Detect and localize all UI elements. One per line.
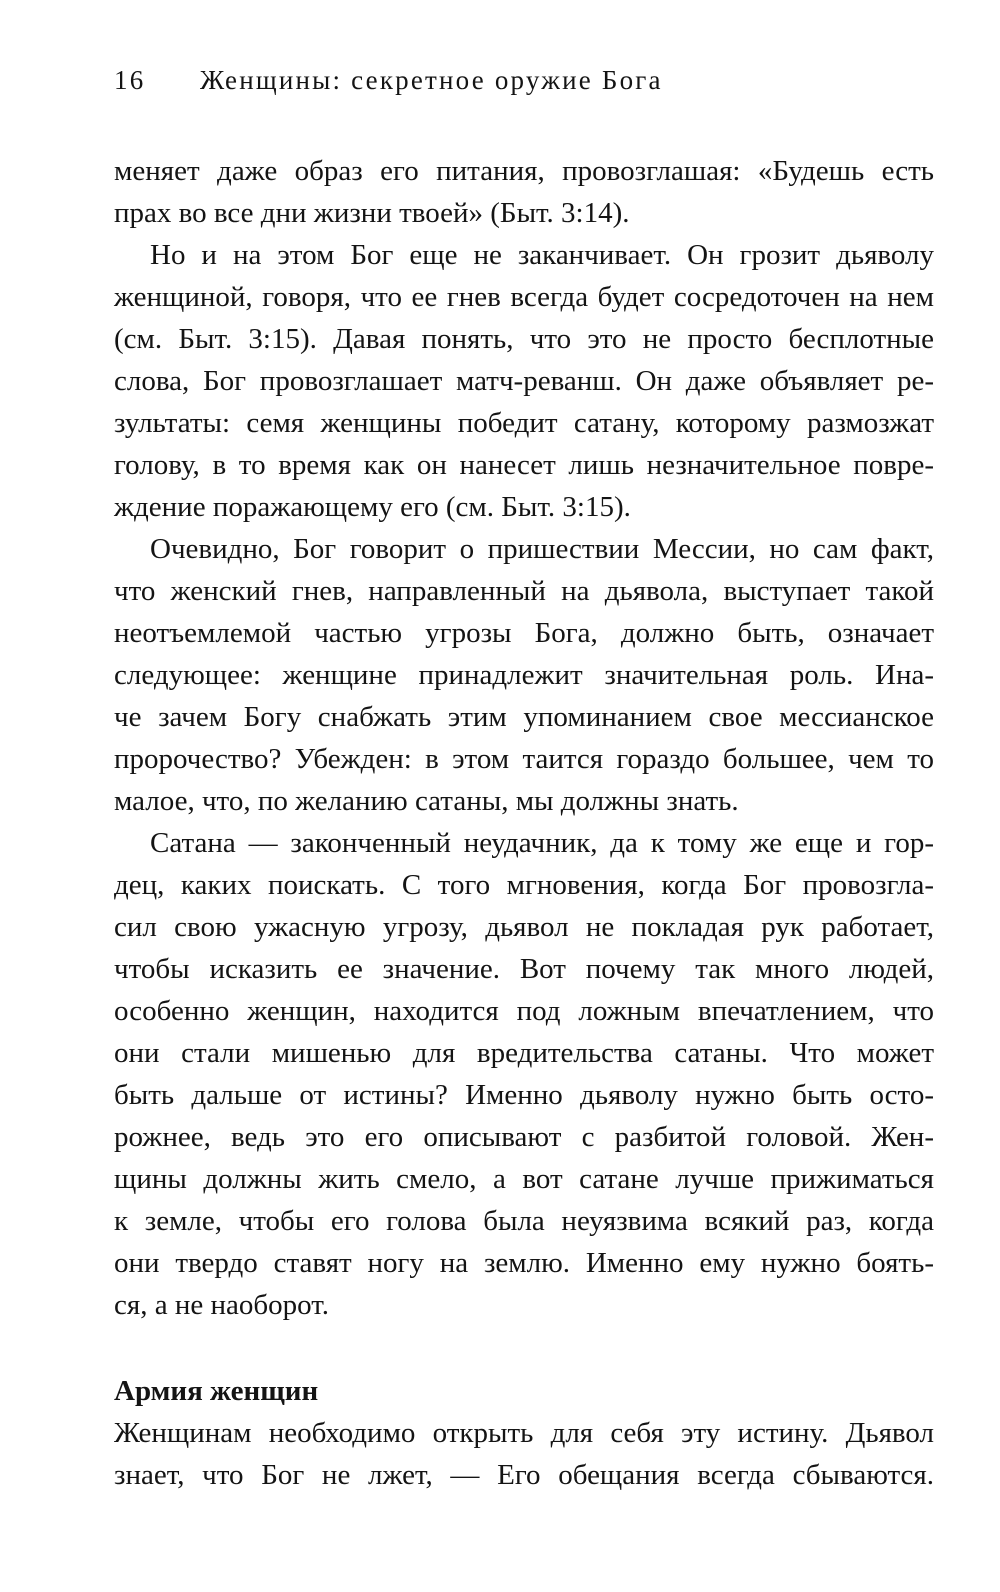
text-line: к земле, чтобы его голова была неуязвима всякий раз, когда xyxy=(114,1205,934,1237)
text-line: (см. Быт. 3:15). Давая понять, что это не просто бесплотные xyxy=(114,323,934,355)
paragraph-1 xyxy=(114,150,934,234)
paragraph-4 xyxy=(114,822,934,1326)
text-line: сил свою ужасную угрозу, дьявол не покладая рук работает, xyxy=(114,911,934,943)
text-line: рожнее, ведь это его описывают с разбитой головой. Жен- xyxy=(114,1121,934,1153)
text-line: чтобы исказить ее значение. Вот почему так много людей, xyxy=(114,953,934,985)
text-line: че зачем Богу снабжать этим упоминанием свое мессианское xyxy=(114,701,934,733)
text-line: Сатана — законченный неудачник, да к тому же еще и гор- xyxy=(150,827,934,859)
paragraph-3 xyxy=(114,528,934,822)
text-line: Очевидно, Бог говорит о пришествии Мессии, но сам факт, xyxy=(150,533,934,565)
section-army-of-women xyxy=(114,1370,934,1496)
text-line: следующее: женщине принадлежит значительная роль. Ина- xyxy=(114,659,934,691)
text-line: что женский гнев, направленный на дьявола, выступает такой xyxy=(114,575,934,607)
text-line: меняет даже образ его питания, провозглашая: «Будешь есть xyxy=(114,155,934,187)
section-spacer xyxy=(114,1326,934,1370)
text-line: ся, а не наоборот. xyxy=(114,1289,329,1321)
section-heading: Армия женщин xyxy=(114,1375,319,1407)
text-block xyxy=(114,150,934,1496)
text-line: пророчество? Убежден: в этом таится гораздо большее, чем то xyxy=(114,743,934,775)
text-line: Женщинам необходимо открыть для себя эту истину. Дьявол xyxy=(114,1417,934,1449)
text-line: щины должны жить смело, а вот сатане лучше прижиматься xyxy=(114,1163,934,1195)
text-line: неотъемлемой частью угрозы Бога, должно быть, означает xyxy=(114,617,934,649)
text-line: они стали мишенью для вредительства сатаны. Что может xyxy=(114,1037,934,1069)
running-title: Женщины: секретное оружие Бога xyxy=(200,65,663,95)
text-line: дец, каких поискать. С того мгновения, когда Бог провозгла- xyxy=(114,869,934,901)
text-line: прах во все дни жизни твоей» (Быт. 3:14). xyxy=(114,197,630,229)
text-line: зультаты: семя женщины победит сатану, которому размозжат xyxy=(114,407,934,439)
running-header xyxy=(114,62,934,98)
paragraph-2 xyxy=(114,234,934,528)
text-line: женщиной, говоря, что ее гнев всегда будет сосредоточен на нем xyxy=(114,281,934,313)
text-line: голову, в то время как он нанесет лишь незначительное повре- xyxy=(114,449,934,481)
text-line: слова, Бог провозглашает матч-реванш. Он даже объявляет ре- xyxy=(114,365,934,397)
text-line: знает, что Бог не лжет, — Его обещания всегда сбываются. xyxy=(114,1459,934,1491)
text-line: они твердо ставят ногу на землю. Именно ему нужно боять- xyxy=(114,1247,934,1279)
text-line: Но и на этом Бог еще не заканчивает. Он грозит дьяволу xyxy=(150,239,934,271)
text-line: быть дальше от истины? Именно дьяволу нужно быть осто- xyxy=(114,1079,934,1111)
text-line: ждение поражающему его (см. Быт. 3:15). xyxy=(114,491,631,523)
page-number: 16 xyxy=(114,65,146,95)
text-line: особенно женщин, находится под ложным впечатлением, что xyxy=(114,995,934,1027)
text-line: малое, что, по желанию сатаны, мы должны знать. xyxy=(114,785,739,817)
